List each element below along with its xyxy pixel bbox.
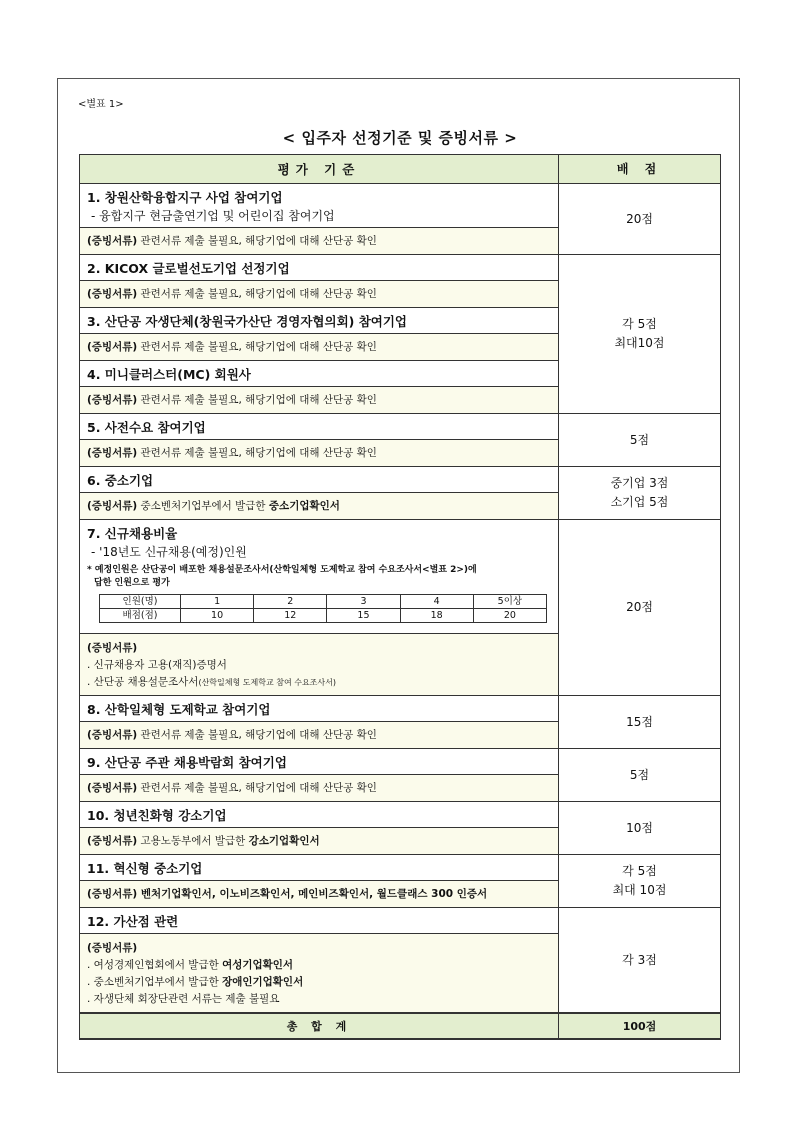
score-line: 최대 10점 [612, 883, 667, 897]
criterion-cell [80, 184, 559, 228]
hiring-score-table [99, 594, 547, 623]
evidence-label: (증빙서류) [87, 234, 138, 247]
criteria-table [79, 154, 721, 1040]
evidence-cell [80, 775, 559, 802]
inner-cell: 2 [254, 595, 327, 609]
table-row [80, 467, 721, 493]
criterion-title: 4. 미니클러스터(MC) 회원사 [80, 361, 559, 387]
score-cell: 각 3점 [559, 908, 721, 1014]
table-row [80, 749, 721, 775]
evidence-label: (증빙서류) [87, 499, 138, 512]
evidence-cell [80, 634, 559, 696]
evidence-cell [80, 281, 559, 308]
note-line: 답한 인원으로 평가 [94, 578, 170, 588]
evidence-text: 관련서류 제출 불필요, 해당기업에 대해 산단공 확인 [137, 393, 377, 406]
table-row [80, 696, 721, 722]
evidence-text: 관련서류 제출 불필요, 해당기업에 대해 산단공 확인 [137, 234, 377, 247]
criterion-title: 12. 가산점 관련 [80, 908, 559, 934]
score-cell: 10점 [559, 802, 721, 855]
evidence-label: (증빙서류) [87, 942, 138, 954]
inner-cell: 18 [400, 609, 473, 623]
evidence-label: (증빙서류) [87, 287, 138, 300]
inner-row-label: 배점(점) [100, 609, 181, 623]
score-line: 최대10점 [614, 336, 665, 350]
evidence-cell [80, 228, 559, 255]
criterion-cell [80, 520, 559, 634]
evidence-label: (증빙서류) [87, 393, 138, 406]
score-line: 각 5점 [622, 864, 657, 878]
criterion-note [87, 564, 551, 590]
note-line: * 예정인원은 산단공이 배포한 채용설문조사서(산학일체형 도제학교 참여 수요조사서<별표 2>)에 [87, 565, 477, 575]
inner-cell: 15 [327, 609, 400, 623]
evidence-label: (증빙서류) [87, 834, 138, 847]
criterion-title: 7. 신규채용비율 [87, 526, 178, 541]
evidence-text: 관련서류 제출 불필요, 해당기업에 대해 산단공 확인 [137, 340, 377, 353]
evidence-doc: 여성기업확인서 [222, 959, 294, 971]
criterion-title: 5. 사전수요 참여기업 [80, 414, 559, 440]
evidence-line: . 신규채용자 고용(재직)증명서 [87, 659, 227, 671]
evidence-text: 고용노동부에서 발급한 [137, 834, 249, 847]
table-row [80, 414, 721, 440]
criterion-title: 6. 중소기업 [80, 467, 559, 493]
evidence-cell [80, 440, 559, 467]
evidence-text: 관련서류 제출 불필요, 해당기업에 대해 산단공 확인 [137, 446, 377, 459]
evidence-doc: 중소기업확인서 [268, 499, 340, 512]
score-cell: 5점 [559, 749, 721, 802]
table-row [80, 520, 721, 634]
criterion-title: 9. 산단공 주관 채용박람회 참여기업 [80, 749, 559, 775]
inner-cell: 3 [327, 595, 400, 609]
evidence-cell [80, 828, 559, 855]
criterion-sub: - 융합지구 현금출연기업 및 어린이집 참여기업 [91, 209, 335, 223]
score-cell: 20점 [559, 520, 721, 696]
table-row [80, 255, 721, 281]
inner-cell: 12 [254, 609, 327, 623]
score-line: 중기업 3점 [610, 476, 669, 490]
evidence-note: (산학일체형 도제학교 참여 수요조사서) [198, 678, 336, 687]
evidence-line: . 중소벤처기업부에서 발급한 [87, 976, 223, 988]
evidence-cell [80, 334, 559, 361]
evidence-cell [80, 722, 559, 749]
page-title: < 입주자 선정기준 및 증빙서류 > [282, 129, 518, 147]
annex-label: <별표 1> [78, 99, 124, 110]
evidence-line: . 산단공 채용설문조사서 [87, 676, 199, 688]
criterion-title: 3. 산단공 자생단체(창원국가산단 경영자협의회) 참여기업 [80, 308, 559, 334]
evidence-text: 관련서류 제출 불필요, 해당기업에 대해 산단공 확인 [137, 781, 377, 794]
evidence-line: . 여성경제인협회에서 발급한 [87, 959, 223, 971]
header-criteria: 평가 기준 [80, 155, 559, 184]
inner-cell: 4 [400, 595, 473, 609]
evidence-label: (증빙서류) [87, 446, 138, 459]
evidence-cell [80, 881, 559, 908]
criterion-sub: - '18년도 신규채용(예정)인원 [91, 545, 247, 559]
criterion-title: 8. 산학일체형 도제학교 참여기업 [80, 696, 559, 722]
inner-row-label: 인원(명) [100, 595, 181, 609]
evidence-label: (증빙서류) [87, 728, 138, 741]
evidence-text: 관련서류 제출 불필요, 해당기업에 대해 산단공 확인 [137, 728, 377, 741]
score-cell [559, 467, 721, 520]
evidence-label: (증빙서류) [87, 887, 138, 900]
table-row [80, 908, 721, 934]
score-cell: 15점 [559, 696, 721, 749]
evidence-doc: 장애인기업확인서 [222, 976, 304, 988]
evidence-text: 관련서류 제출 불필요, 해당기업에 대해 산단공 확인 [137, 287, 377, 300]
score-cell [559, 855, 721, 908]
table-row [80, 802, 721, 828]
inner-row-headcount [100, 595, 547, 609]
total-row [80, 1013, 721, 1039]
inner-cell: 20 [473, 609, 546, 623]
criterion-title: 11. 혁신형 중소기업 [80, 855, 559, 881]
inner-cell: 10 [181, 609, 254, 623]
criterion-title: 2. KICOX 글로벌선도기업 선정기업 [80, 255, 559, 281]
score-line: 각 5점 [622, 317, 657, 331]
table-header-row [80, 155, 721, 184]
inner-cell: 5이상 [473, 595, 546, 609]
criterion-title: 1. 창원산학융합지구 사업 참여기업 [87, 190, 283, 205]
total-score: 100점 [559, 1013, 721, 1039]
inner-row-points [100, 609, 547, 623]
table-row [80, 855, 721, 881]
evidence-doc: 벤처기업확인서, 이노비즈확인서, 메인비즈확인서, 월드클래스 300 인증서 [137, 887, 488, 900]
evidence-label: (증빙서류) [87, 340, 138, 353]
header-score: 배 점 [559, 155, 721, 184]
evidence-doc: 강소기업확인서 [248, 834, 320, 847]
evidence-cell [80, 934, 559, 1014]
evidence-line: . 자생단체 회장단관련 서류는 제출 불필요 [87, 993, 280, 1005]
evidence-text: 중소벤처기업부에서 발급한 [137, 499, 269, 512]
criterion-title: 10. 청년친화형 강소기업 [80, 802, 559, 828]
evidence-label: (증빙서류) [87, 642, 138, 654]
score-cell [559, 255, 721, 414]
evidence-label: (증빙서류) [87, 781, 138, 794]
score-cell: 5점 [559, 414, 721, 467]
inner-cell: 1 [181, 595, 254, 609]
total-label: 총 합 계 [80, 1013, 559, 1039]
evidence-cell [80, 387, 559, 414]
evidence-cell [80, 493, 559, 520]
score-line: 소기업 5점 [610, 495, 669, 509]
score-cell: 20점 [559, 184, 721, 255]
table-row [80, 184, 721, 228]
